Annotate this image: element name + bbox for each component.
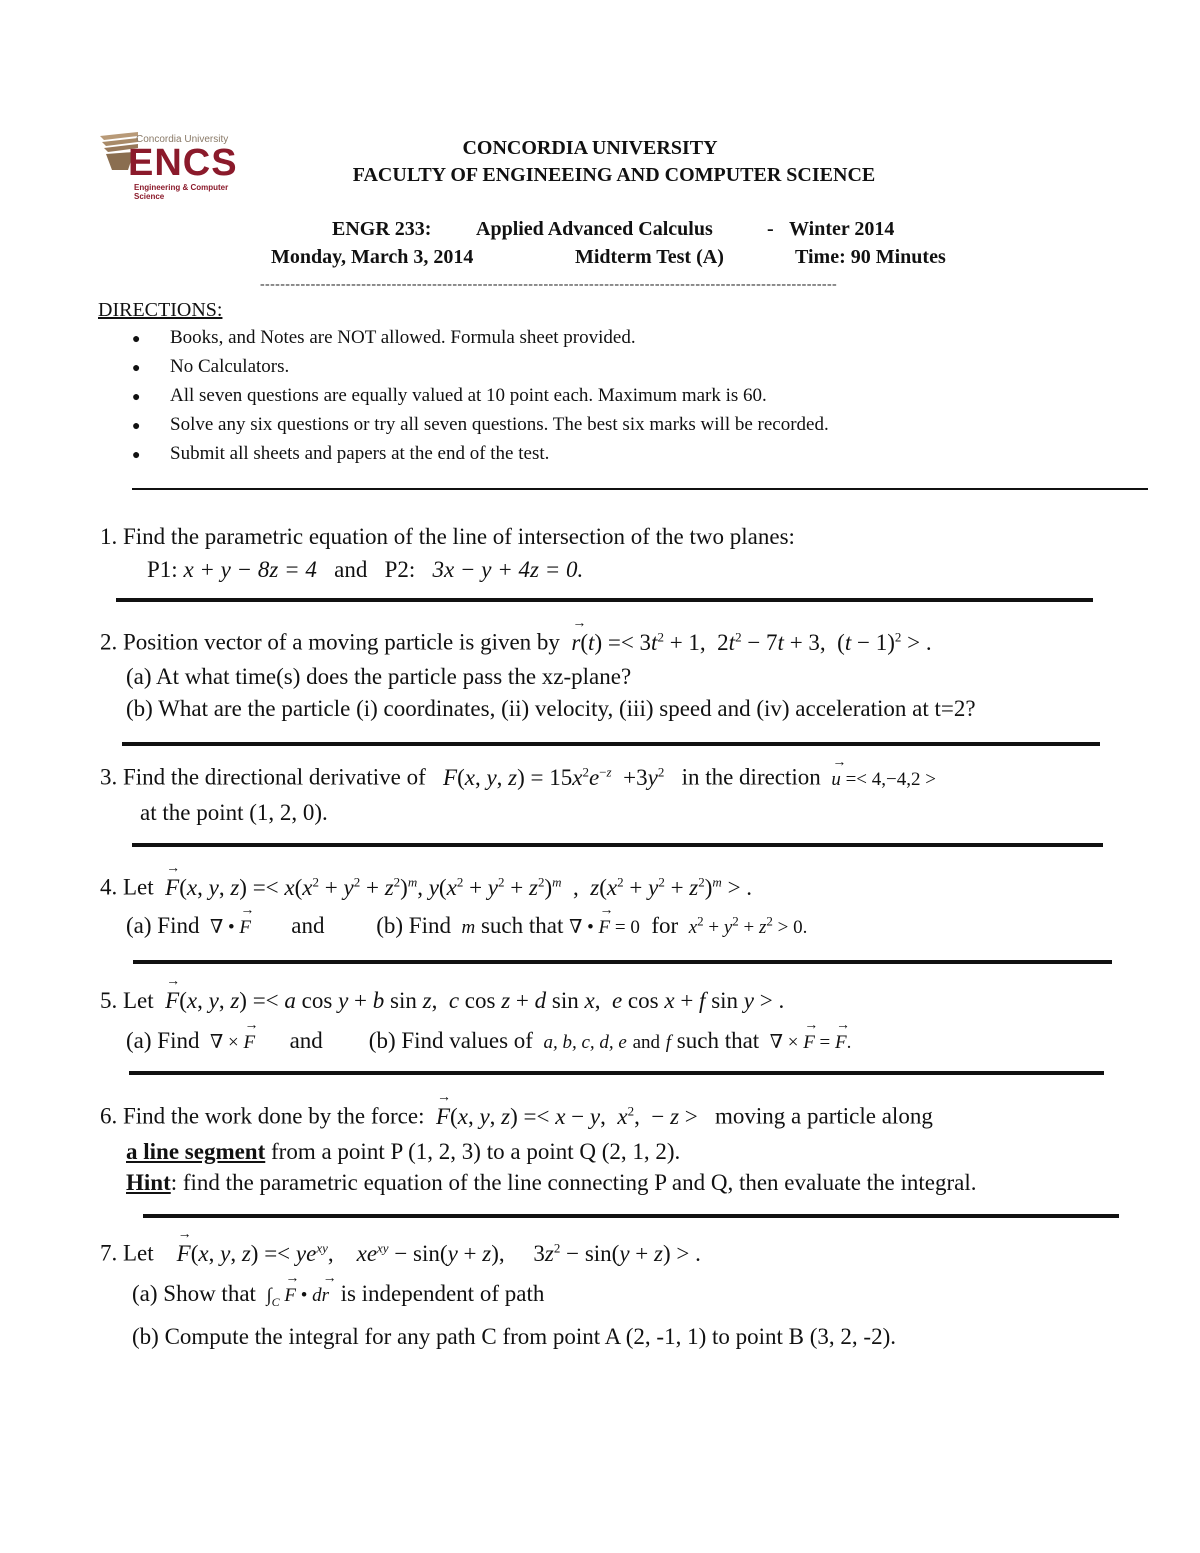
q2-line: [100, 629, 932, 656]
q3-text: 3. Find the directional derivative of: [100, 764, 426, 790]
q5-constants: a, b, c, d, e: [538, 1032, 627, 1053]
course-code: ENGR 233:: [332, 218, 432, 240]
q4-such-that: such that: [480, 913, 564, 938]
q3-direction-vector: → u =< 4,−4,2 >: [827, 769, 936, 790]
dashed-separator: ------------------------------------------------------------------------------------------------------------------: [260, 277, 838, 292]
q7-part-a-line: [132, 1281, 544, 1310]
q5-such-that: such that: [676, 1028, 760, 1053]
q5-and: and: [289, 1028, 323, 1053]
q5-part-b: (b) Find values of: [368, 1028, 533, 1053]
direction-item: ● All seven questions are equally valued at 10 point each. Maximum mark is 60.: [132, 385, 829, 414]
q7-line: [100, 1240, 701, 1267]
q1-p1-equation: x + y − 8z = 4: [183, 557, 317, 582]
q7-text: 7. Let: [100, 1240, 154, 1266]
q2-divider: [122, 742, 1100, 746]
q5-parts: [126, 1028, 851, 1054]
q6-line-segment: a line segment: [126, 1139, 266, 1164]
q5-field: → F(x, y, z) =< a cos y + b sin z, c cos z + d sin x, e cos x + f sin y > .: [159, 988, 784, 1013]
directions-title: DIRECTIONS:: [98, 299, 223, 321]
course-dash: -: [767, 218, 774, 240]
exam-name: Midterm Test (A): [575, 246, 724, 268]
q4-part-a: (a) Find: [126, 913, 200, 938]
direction-item: ● Solve any six questions or try all seven questions. The best six marks will be recorded.: [132, 414, 829, 443]
q7-part-a: (a) Show that: [132, 1281, 256, 1306]
q3-function: F(x, y, $z) = 15x^2e^{-z} +3y^2$: [443, 764, 665, 790]
q6-hint-text: : find the parametric equation of the line connecting P and Q, then evaluate the integral.: [170, 1170, 977, 1195]
exam-time: Time: 90 Minutes: [795, 246, 946, 268]
q4-and: and: [291, 913, 325, 938]
q1-p2-equation: 3x − y + 4z = 0.: [432, 557, 584, 582]
q7-field: → F(x, y, $z) =< ye^{xy}$, $xe^{xy} - \sin(y + z)$, $3z^2 - \sin(y + z)$ > .: [159, 1241, 700, 1266]
q2-position-vector: → $r(t) =< 3t^2 + 1$, $2t^2 - 7t + 3$, $(t - 1)^2$ > .: [566, 630, 932, 655]
q6-moving: moving a particle along: [715, 1103, 933, 1129]
q4-part-b: (b) Find: [376, 913, 451, 938]
q4-for: for: [651, 913, 679, 938]
direction-item: ● No Calculators.: [132, 356, 829, 385]
q5-text: 5. Let: [100, 988, 154, 1013]
university-title: CONCORDIA UNIVERSITY: [462, 137, 718, 159]
q4-m-variable: m: [456, 917, 476, 938]
course-title: Applied Advanced Calculus: [476, 218, 713, 240]
q1-text: 1. Find the parametric equation of the line of intersection of the two planes:: [100, 524, 795, 549]
q4-divider: [133, 960, 1112, 964]
course-term: Winter 2014: [789, 218, 895, 240]
q5-f-constant: f: [665, 1032, 672, 1053]
exam-date: Monday, March 3, 2014: [271, 246, 474, 268]
q6-hint-label: Hint: [126, 1170, 171, 1195]
q7-part-b: (b) Compute the integral for any path C from point A (2, -1, 1) to point B (3, 2, -2).: [132, 1324, 896, 1349]
direction-item: ● Submit all sheets and papers at the end of the test.: [132, 443, 829, 472]
q5-condition: ∇ × → F = → F.: [765, 1032, 851, 1053]
q2-text: 2. Position vector of a moving particle is given by: [100, 629, 560, 655]
q4-parts: [126, 913, 807, 939]
q6-divider: [143, 1214, 1119, 1218]
q6-force: → F(x, y, z) =< x − y, $x^2$, − z >: [430, 1104, 698, 1129]
q6-points: from a point P (1, 2, 3) to a point Q (2, 1, 2).: [265, 1139, 681, 1164]
q5-line: [100, 988, 784, 1014]
q4-domain: $x^2 + y^2 + z^2 > 0$.: [688, 913, 808, 938]
q3-divider: [132, 843, 1103, 847]
q4-line: [100, 874, 752, 901]
q7-part-a-rest: is independent of path: [340, 1281, 545, 1306]
q2-part-b: (b) What are the particle (i) coordinates, (ii) velocity, (iii) speed and (iv) acceleration at t=2?: [126, 696, 976, 721]
q3-line: [100, 764, 936, 791]
q5-and-f: and: [632, 1032, 661, 1053]
q6-hint-line: [126, 1170, 977, 1196]
q6-segment-line: [126, 1139, 680, 1165]
q3-point: at the point (1, 2, 0).: [140, 800, 328, 825]
logo-subtitle: Engineering & Computer Science: [134, 183, 229, 201]
q5-divider: [129, 1071, 1104, 1075]
q1-p2-label: P2:: [384, 557, 416, 582]
logo-encs-text: ENCS: [128, 142, 238, 184]
q5-part-a: (a) Find: [126, 1028, 200, 1053]
q7-line-integral: $\int_C \to F$ • d→ r: [262, 1285, 329, 1306]
q1-planes: [147, 557, 583, 583]
directions-list: [132, 327, 829, 472]
direction-item: ● Books, and Notes are NOT allowed. Formula sheet provided.: [132, 327, 829, 356]
logo-university-text: Concordia University: [136, 134, 229, 145]
q4-text: 4. Let: [100, 874, 154, 900]
q4-divergence: ∇ • → F: [205, 917, 251, 938]
q6-line: [100, 1103, 933, 1130]
q4-field: → F(x, y, $z) =< x(x^2 + y^2 + z^2)^m$, $y(x^2 + y^2 + z^2)^m$ , $z(x^2 + y^2 + z^2)^m$ > .: [159, 875, 752, 900]
q1-p1-label: P1:: [147, 557, 178, 582]
q5-curl: ∇ × → F: [205, 1032, 255, 1053]
q1-divider: [116, 598, 1093, 602]
q1-and: and: [334, 557, 368, 582]
q2-part-a: (a) At what time(s) does the particle pass the xz-plane?: [126, 664, 632, 689]
section-divider: [132, 488, 1148, 490]
q4-condition: ∇ • → F = 0: [569, 917, 640, 938]
faculty-title: FACULTY OF ENGINEEING AND COMPUTER SCIENCE: [352, 164, 876, 186]
q3-direction-text: in the direction: [681, 764, 821, 790]
q6-text: 6. Find the work done by the force:: [100, 1103, 425, 1129]
